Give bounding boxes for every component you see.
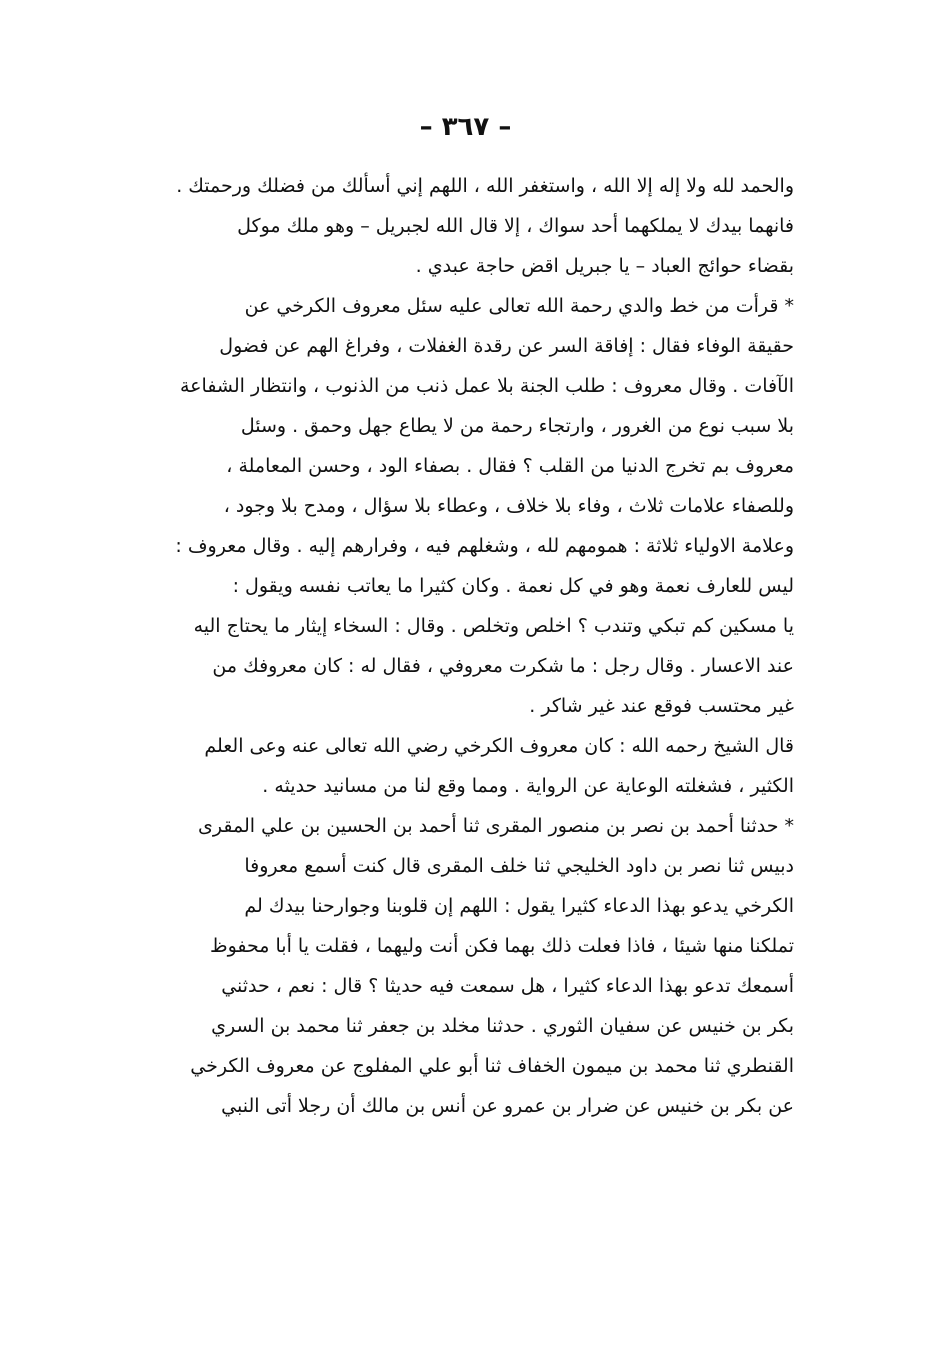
text-line: القنطري ثنا محمد بن ميمون الخفاف ثنا أبو علي المفلوج عن معروف الكرخي — [190, 1055, 794, 1077]
text-line: يا مسكين كم تبكي وتندب ؟ اخلص وتخلص . وقال : السخاء إيثار ما يحتاج اليه — [193, 615, 794, 637]
text-line: معروف بم تخرج الدنيا من القلب ؟ فقال . بصفاء الود ، وحسن المعاملة ، — [226, 455, 794, 477]
text-line: بكر بن خنيس عن سفيان الثوري . حدثنا مخلد بن جعفر ثنا محمد بن السري — [211, 1015, 794, 1037]
text-line: تملكنا منها شيئا ، فاذا فعلت ذلك بهما فكن أنت وليهما ، فقلت يا أبا محفوظ — [210, 935, 794, 957]
text-line: قال الشيخ رحمه الله : كان معروف الكرخي رضي الله تعالى عنه وعى العلم — [204, 735, 794, 757]
text-line: بلا سبب نوع من الغرور ، وارتجاء رحمة من لا يطاع جهل وحمق . وسئل — [240, 415, 794, 437]
text-line: الكرخي يدعو بهذا الدعاء كثيرا يقول : اللهم إن قلوبنا وجوارحنا بيدك لم — [244, 895, 794, 917]
text-line: والحمد لله ولا إله إلا الله ، واستغفر الله ، اللهم إني أسألك من فضلك ورحمتك . — [176, 175, 794, 197]
text-line: وعلامة الاولياء ثلاثة : همومهم لله ، وشغلهم فيه ، وفرارهم إليه . وقال معروف : — [175, 535, 794, 557]
text-line: * قرأت من خط والدي رحمة الله تعالى عليه سئل معروف الكرخي عن — [244, 295, 794, 317]
text-line: ليس للعارف نعمة وهو في كل نعمة . وكان كثيرا ما يعاتب نفسه ويقول : — [232, 575, 794, 597]
body-text — [158, 166, 794, 1126]
text-line: بقضاء حوائج العباد – يا جبريل اقض حاجة عبدي . — [415, 255, 794, 277]
text-line: دبيس ثنا نصر بن داود الخليجي ثنا خلف المقرى قال كنت أسمع معروفا — [244, 855, 794, 877]
text-line: عند الاعسار . وقال رجل : ما شكرت معروفي ، فقال له : كان معروفك من — [212, 655, 794, 677]
text-line: عن بكر بن خنيس عن ضرار بن عمرو عن أنس بن مالك أن رجلا أتى النبي — [221, 1095, 794, 1117]
text-line: فانهما بيدك لا يملكهما أحد سواك ، إلا قال الله لجبريل – وهو ملك موكل — [237, 215, 794, 237]
page-number: – ٣٦٧ – — [419, 112, 512, 142]
text-line: الكثير ، فشغلته الوعاية عن الرواية . ومما وقع لنا من مسانيد حديثه . — [262, 775, 794, 797]
text-line: وللصفاء علامات ثلاث ، وفاء بلا خلاف ، وعطاء بلا سؤال ، ومدح بلا وجود ، — [223, 495, 794, 517]
text-line: * حدثنا أحمد بن نصر بن منصور المقرى ثنا أحمد بن الحسين بن علي المقرى — [198, 815, 794, 837]
text-line: غير محتسب فوقع عند غير شاكر . — [529, 695, 794, 717]
text-line: أسمعك تدعو بهذا الدعاء كثيرا ، هل سمعت فيه حديثا ؟ قال : نعم ، حدثني — [221, 975, 794, 997]
text-line: حقيقة الوفاء فقال : إفاقة السر عن رقدة الغفلات ، وفراغ الهم عن فضول — [219, 335, 794, 357]
text-line: الآفات . وقال معروف : طلب الجنة بلا عمل ذنب من الذنوب ، وانتظار الشفاعة — [180, 375, 794, 397]
